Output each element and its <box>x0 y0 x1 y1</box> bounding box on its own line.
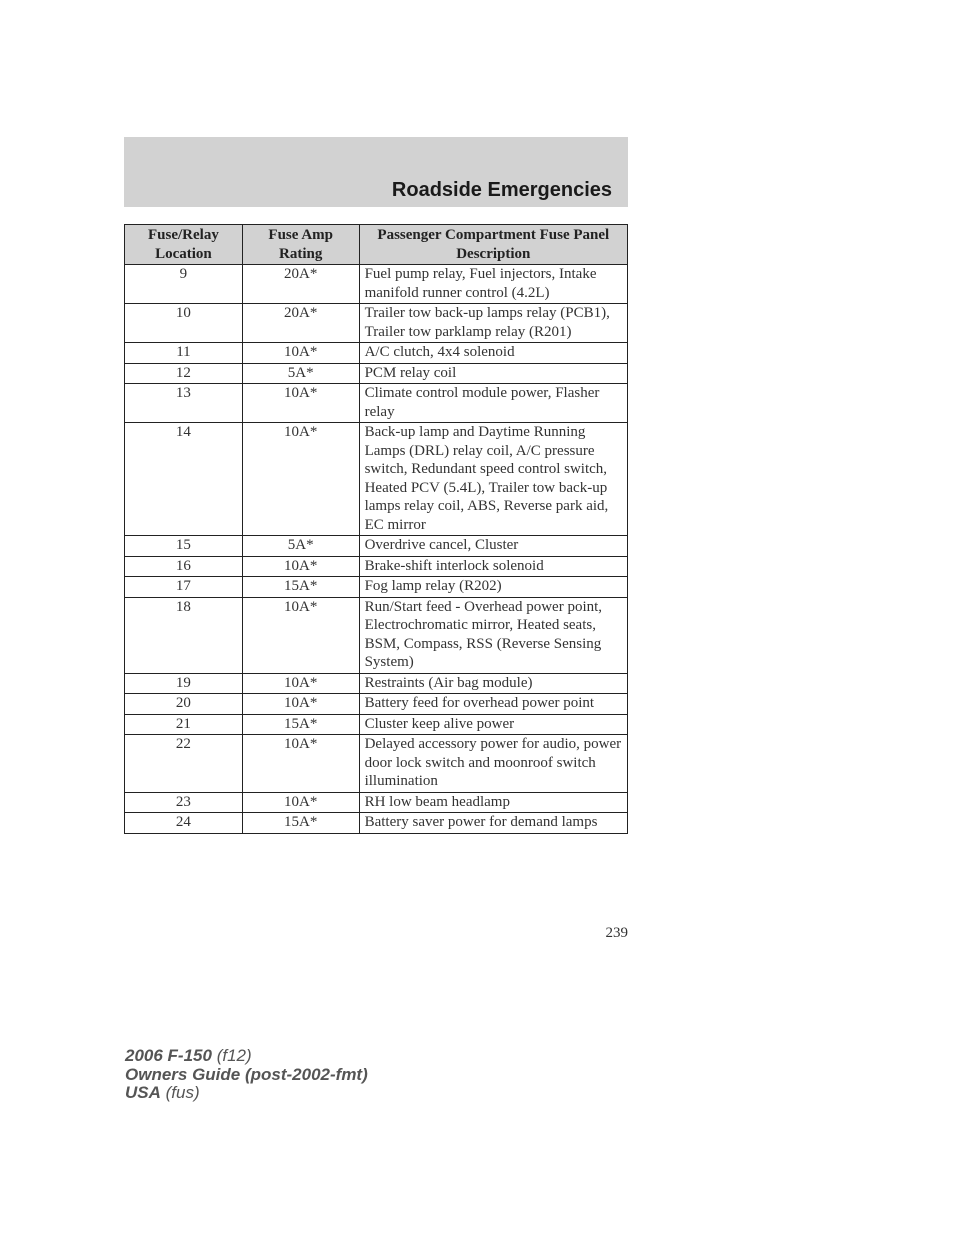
table-row <box>125 536 628 557</box>
cell-rating: 10A* <box>242 792 359 813</box>
cell-description: Overdrive cancel, Cluster <box>359 536 627 557</box>
cell-location: 13 <box>125 384 243 423</box>
footer-line-model <box>125 1047 368 1066</box>
fuse-table <box>124 224 628 834</box>
table-row <box>125 673 628 694</box>
table-row <box>125 423 628 536</box>
cell-rating: 5A* <box>242 363 359 384</box>
table-row <box>125 343 628 364</box>
cell-rating: 5A* <box>242 536 359 557</box>
cell-description: RH low beam headlamp <box>359 792 627 813</box>
cell-description: Trailer tow back-up lamps relay (PCB1), Trailer tow parklamp relay (R201) <box>359 304 627 343</box>
cell-location: 11 <box>125 343 243 364</box>
table-row <box>125 694 628 715</box>
cell-location: 9 <box>125 265 243 304</box>
cell-description: Cluster keep alive power <box>359 714 627 735</box>
cell-description: Battery feed for overhead power point <box>359 694 627 715</box>
cell-location: 19 <box>125 673 243 694</box>
footer-guide: Owners Guide (post-2002-fmt) <box>125 1064 368 1084</box>
cell-description: Battery saver power for demand lamps <box>359 813 627 834</box>
cell-location: 21 <box>125 714 243 735</box>
table-row <box>125 556 628 577</box>
table-row <box>125 384 628 423</box>
table-row <box>125 304 628 343</box>
cell-location: 17 <box>125 577 243 598</box>
page-number: 239 <box>605 925 628 941</box>
cell-rating: 10A* <box>242 556 359 577</box>
cell-description: Back-up lamp and Daytime Running Lamps (DRL) relay coil, A/C pressure switch, Redundant speed control switch, Heated PCV (5.4L), Trailer tow back-up lamps relay coil, ABS, Reverse park aid, EC mirror <box>359 423 627 536</box>
cell-description: Fog lamp relay (R202) <box>359 577 627 598</box>
header-description: Passenger Compartment Fuse Panel Description <box>359 225 627 265</box>
cell-location: 18 <box>125 597 243 673</box>
table-row <box>125 813 628 834</box>
cell-rating: 10A* <box>242 423 359 536</box>
cell-description: Fuel pump relay, Fuel injectors, Intake manifold runner control (4.2L) <box>359 265 627 304</box>
table-header-row <box>125 225 628 265</box>
cell-rating: 20A* <box>242 265 359 304</box>
cell-rating: 10A* <box>242 735 359 793</box>
header-rating: Fuse Amp Rating <box>242 225 359 265</box>
footer-line-market <box>125 1084 368 1103</box>
cell-location: 16 <box>125 556 243 577</box>
table-row <box>125 792 628 813</box>
cell-rating: 15A* <box>242 714 359 735</box>
section-header-band <box>124 137 628 207</box>
header-location: Fuse/Relay Location <box>125 225 243 265</box>
table-row <box>125 714 628 735</box>
cell-description: A/C clutch, 4x4 solenoid <box>359 343 627 364</box>
cell-location: 24 <box>125 813 243 834</box>
cell-location: 15 <box>125 536 243 557</box>
cell-description: Restraints (Air bag module) <box>359 673 627 694</box>
cell-rating: 15A* <box>242 577 359 598</box>
footer-market: USA <box>125 1083 161 1102</box>
cell-location: 20 <box>125 694 243 715</box>
cell-rating: 10A* <box>242 694 359 715</box>
cell-location: 12 <box>125 363 243 384</box>
cell-description: Brake-shift interlock solenoid <box>359 556 627 577</box>
cell-description: Climate control module power, Flasher relay <box>359 384 627 423</box>
table-row <box>125 265 628 304</box>
cell-location: 14 <box>125 423 243 536</box>
table-row <box>125 597 628 673</box>
footer-model-code: (f12) <box>216 1046 252 1065</box>
document-footer <box>125 1047 368 1103</box>
footer-line-guide <box>125 1066 368 1085</box>
cell-location: 10 <box>125 304 243 343</box>
cell-location: 22 <box>125 735 243 793</box>
cell-rating: 20A* <box>242 304 359 343</box>
cell-rating: 10A* <box>242 384 359 423</box>
cell-description: Delayed accessory power for audio, power door lock switch and moonroof switch illumination <box>359 735 627 793</box>
cell-rating: 10A* <box>242 597 359 673</box>
footer-model: 2006 F-150 <box>125 1046 212 1065</box>
cell-description: PCM relay coil <box>359 363 627 384</box>
table-row <box>125 363 628 384</box>
table-row <box>125 577 628 598</box>
cell-description: Run/Start feed - Overhead power point, Electrochromatic mirror, Heated seats, BSM, Compass, RSS (Reverse Sensing System) <box>359 597 627 673</box>
cell-location: 23 <box>125 792 243 813</box>
cell-rating: 15A* <box>242 813 359 834</box>
cell-rating: 10A* <box>242 673 359 694</box>
section-title: Roadside Emergencies <box>391 179 612 201</box>
cell-rating: 10A* <box>242 343 359 364</box>
table-row <box>125 735 628 793</box>
footer-market-code: (fus) <box>165 1083 200 1102</box>
